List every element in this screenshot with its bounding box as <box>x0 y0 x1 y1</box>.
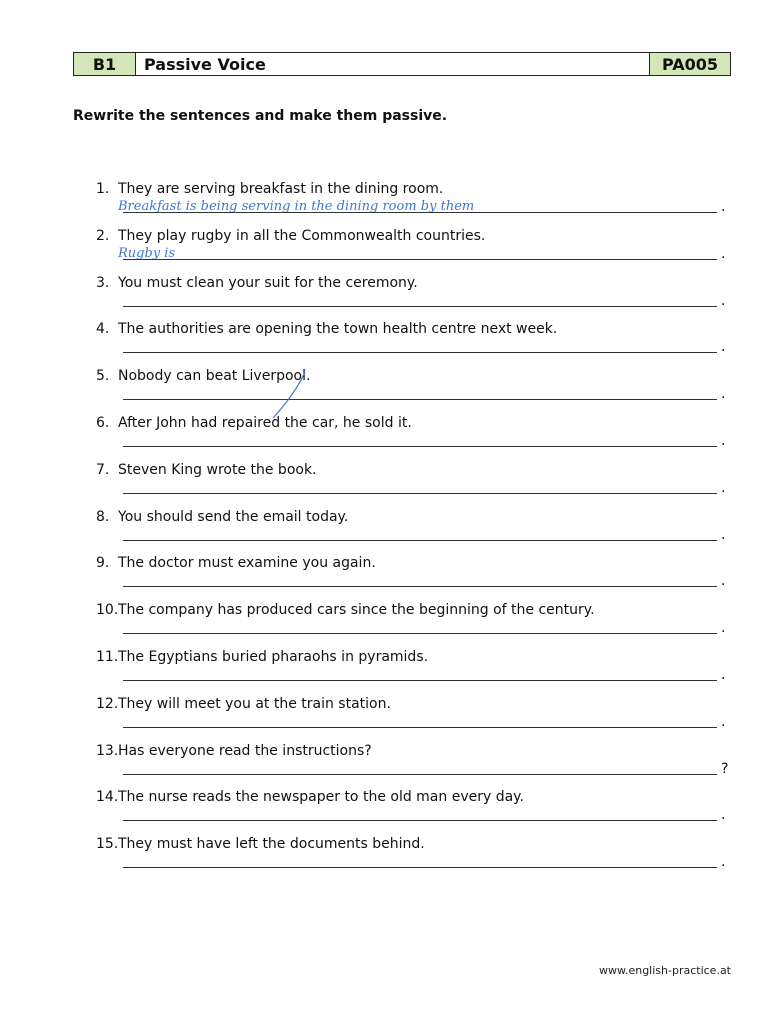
answer-line[interactable] <box>123 540 717 541</box>
line-end-mark: . <box>721 713 726 730</box>
item-number: 11. <box>96 648 119 665</box>
line-end-mark: . <box>721 432 726 449</box>
item-sentence: The doctor must examine you again. <box>118 555 376 572</box>
exercise-item-10 <box>96 599 736 646</box>
worksheet-title: Passive Voice <box>136 53 649 75</box>
item-sentence: They are serving breakfast in the dining room. <box>118 181 444 197</box>
line-end-mark: . <box>721 526 726 543</box>
item-sentence: You should send the email today. <box>118 508 349 525</box>
item-sentence: Nobody can beat Liverpool. <box>118 368 311 385</box>
item-sentence: The company has produced cars since the beginning of the century. <box>118 602 595 619</box>
item-number: 6. <box>96 414 110 431</box>
line-end-mark: . <box>721 292 726 309</box>
exercise-item-6 <box>96 412 736 459</box>
item-number: 4. <box>96 321 110 338</box>
item-number: 13. <box>96 742 119 759</box>
exercise-item-8 <box>96 506 736 553</box>
item-sentence: They will meet you at the train station. <box>118 695 391 712</box>
line-end-mark: . <box>721 620 726 637</box>
item-sentence: After John had repaired the car, he sold it. <box>118 414 412 431</box>
answer-line[interactable] <box>123 727 717 728</box>
item-number: 1. <box>96 181 110 197</box>
item-sentence: Has everyone read the instructions? <box>118 742 372 759</box>
exercise-item-11 <box>96 646 736 693</box>
item-sentence: The authorities are opening the town health centre next week. <box>118 321 558 338</box>
item-sentence: The nurse reads the newspaper to the old man every day. <box>118 789 524 806</box>
answer-line[interactable] <box>123 399 717 400</box>
exercise-item-9 <box>96 552 736 599</box>
handwritten-answer: Rugby is <box>118 245 176 261</box>
item-number: 10. <box>96 602 119 619</box>
line-end-mark: ? <box>721 760 729 777</box>
exercise-item-7 <box>96 459 736 506</box>
exercise-item-15 <box>96 833 736 880</box>
line-end-mark: . <box>721 479 726 496</box>
line-end-mark: . <box>721 245 726 262</box>
worksheet-header <box>73 52 731 76</box>
handwritten-answer: Breakfast is being serving in the dining room by them <box>118 199 475 214</box>
item-sentence: They play rugby in all the Commonwealth countries. <box>118 227 486 244</box>
line-end-mark: . <box>721 573 726 590</box>
answer-line[interactable] <box>123 212 717 213</box>
item-sentence: Steven King wrote the book. <box>118 461 317 478</box>
line-end-mark: . <box>721 199 726 215</box>
item-number: 9. <box>96 555 110 572</box>
line-end-mark: . <box>721 854 726 871</box>
exercise-item-4 <box>96 318 736 365</box>
level-badge: B1 <box>74 53 136 75</box>
item-number: 2. <box>96 227 110 244</box>
line-end-mark: . <box>721 807 726 824</box>
exercise-item-5 <box>96 365 736 412</box>
exercise-item-13 <box>96 740 736 787</box>
item-number: 12. <box>96 695 119 712</box>
answer-line[interactable] <box>123 633 717 634</box>
item-sentence: They must have left the documents behind. <box>118 836 425 853</box>
exercise-item-12 <box>96 693 736 740</box>
exercise-item-1 <box>96 178 736 225</box>
exercise-item-14 <box>96 786 736 833</box>
item-number: 14. <box>96 789 119 806</box>
answer-line[interactable] <box>123 586 717 587</box>
item-number: 5. <box>96 368 110 385</box>
item-number: 7. <box>96 461 110 478</box>
pen-stroke-mark <box>265 366 315 426</box>
exercise-list <box>96 178 736 880</box>
answer-line[interactable] <box>123 680 717 681</box>
exercise-item-2 <box>96 225 736 272</box>
item-sentence: The Egyptians buried pharaohs in pyramids. <box>118 648 429 665</box>
answer-line[interactable] <box>123 867 717 868</box>
worksheet-code: PA005 <box>649 53 730 75</box>
answer-line[interactable] <box>123 446 717 447</box>
answer-line[interactable] <box>123 306 717 307</box>
footer-url[interactable]: www.english-practice.at <box>598 964 731 977</box>
item-number: 15. <box>96 836 119 853</box>
item-sentence: You must clean your suit for the ceremony. <box>118 274 418 291</box>
line-end-mark: . <box>721 339 726 356</box>
answer-line[interactable] <box>123 352 717 353</box>
answer-line[interactable] <box>123 774 717 775</box>
item-number: 8. <box>96 508 110 525</box>
answer-line[interactable] <box>123 259 717 260</box>
instructions: Rewrite the sentences and make them passive. <box>73 108 448 124</box>
item-number: 3. <box>96 274 110 291</box>
exercise-item-3 <box>96 272 736 319</box>
answer-line[interactable] <box>123 493 717 494</box>
line-end-mark: . <box>721 666 726 683</box>
line-end-mark: . <box>721 386 726 403</box>
answer-line[interactable] <box>123 820 717 821</box>
